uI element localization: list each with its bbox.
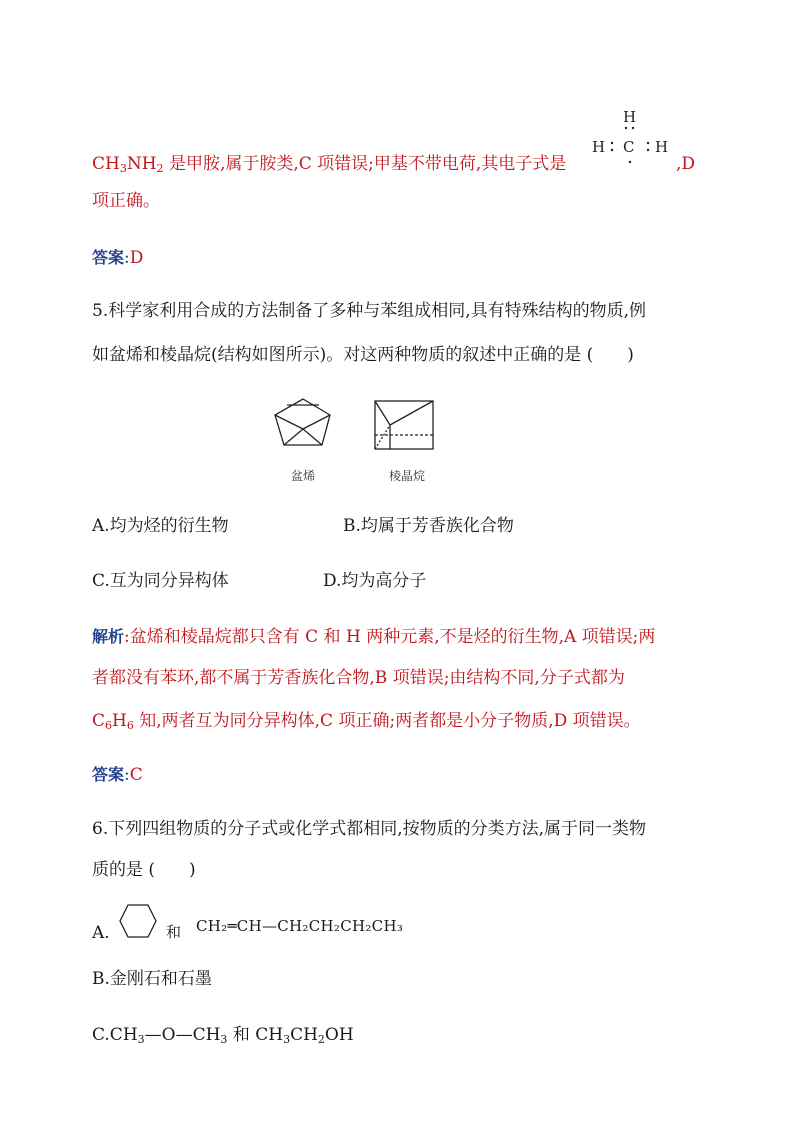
- methyl-electron-formula: [588, 108, 678, 168]
- prev-explanation-line1: $CH_3NH_2$ 是甲胺,属于胺类,C 项错误;甲基不带电荷,其电子式是: [92, 154, 567, 175]
- q6-option-b[interactable]: B.金刚石和石墨: [92, 969, 212, 989]
- electron-dots: [588, 108, 678, 168]
- q6-stem-line2: 质的是 ( ): [92, 860, 196, 880]
- q5-stem-line1: 5.科学家利用合成的方法制备了多种与苯组成相同,具有特殊结构的物质,例: [92, 301, 647, 321]
- answer-q4: 答案:D: [92, 248, 144, 268]
- q5-option-a[interactable]: A.均为烃的衍生物: [92, 516, 229, 536]
- q5-option-b[interactable]: B.均属于芳香族化合物: [343, 516, 514, 536]
- prismane-structure: [375, 401, 433, 449]
- q5-stem-line2: 如盆烯和棱晶烷(结构如图所示)。对这两种物质的叙述中正确的是 ( ): [92, 345, 634, 365]
- top-hydrogen: H: [623, 108, 637, 126]
- q5-explanation-line3: $C_6H_6$ 知,两者互为同分异构体,C 项正确;两者都是小分子物质,D 项错误。: [92, 711, 641, 732]
- q5-explanation-line1: 解析:盆烯和棱晶烷都只含有 C 和 H 两种元素,不是烃的衍生物,A 项错误;两: [92, 627, 656, 647]
- benzvalene-structure: [275, 399, 330, 445]
- q5-structure-figure: [270, 395, 450, 465]
- center-carbon: C: [623, 138, 635, 156]
- prev-explanation-end: ,D: [676, 154, 696, 174]
- answer-q5: 答案:C: [92, 765, 143, 785]
- q6-stem-line1: 6.下列四组物质的分子式或化学式都相同,按物质的分类方法,属于同一类物: [92, 819, 647, 839]
- q5-option-d[interactable]: D.均为高分子: [323, 571, 427, 591]
- right-hydrogen: H: [655, 138, 669, 156]
- q6-option-c[interactable]: $C.CH_3—O—CH_3$ 和 $CH_3CH_2OH$: [92, 1025, 354, 1046]
- cyclohexane-structure: [118, 903, 158, 939]
- q6-option-a-and: 和: [166, 923, 182, 941]
- q6-option-a-hexene-formula: CH₂═CH—CH₂CH₂CH₂CH₃: [196, 917, 404, 935]
- prismane-label: 棱晶烷: [389, 469, 426, 483]
- q5-option-c[interactable]: C.互为同分异构体: [92, 571, 229, 591]
- q5-explanation-line2: 者都没有苯环,都不属于芳香族化合物,B 项错误;由结构不同,分子式都为: [92, 668, 625, 688]
- left-hydrogen: H: [592, 138, 606, 156]
- prev-explanation-line2: 项正确。: [92, 191, 160, 211]
- q6-option-a-label[interactable]: A.: [92, 923, 110, 943]
- benzvalene-label: 盆烯: [291, 469, 316, 483]
